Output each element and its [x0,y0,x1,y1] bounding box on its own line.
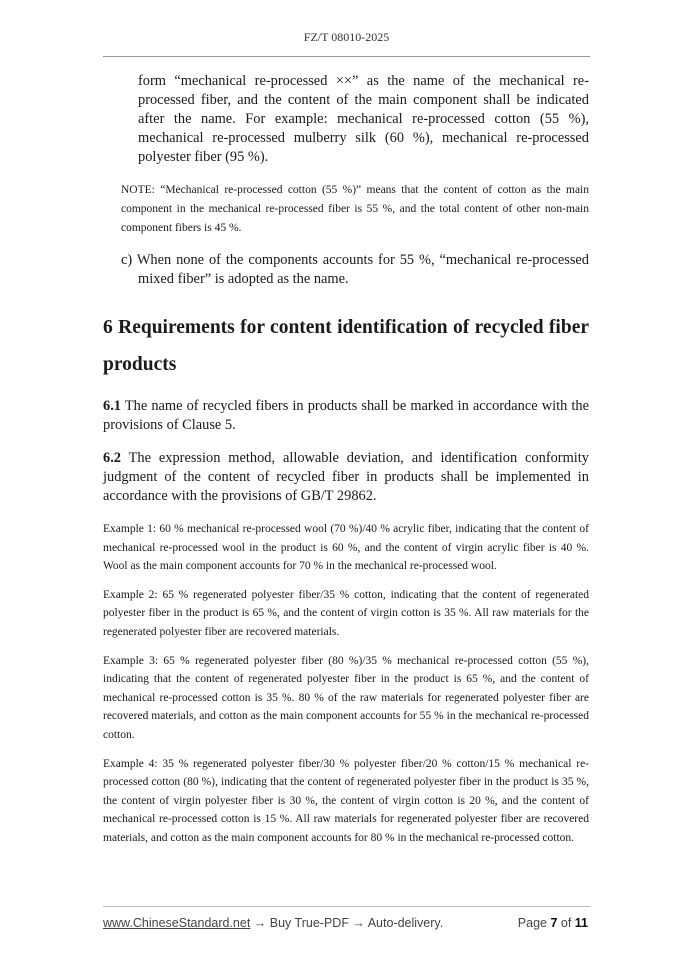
section-6-heading: 6 Requirements for content identification of recycled fiber products [103,317,589,375]
header-divider [103,56,590,57]
example-1: Example 1: 60 % mechanical re-processed wool (70 %)/40 % acrylic fiber, indicating that the content of mechanical re-processed wool in the product is 60 %, and the content of virgin acrylic fiber is 40 %. Wool as the main component accounts for 70 % in the mechanical re-processed wool. [103,523,589,573]
total-pages: 11 [574,916,588,930]
page-number [518,916,588,930]
clause-6-1-number: 6.1 [103,398,121,414]
footer-divider [103,906,590,907]
clause-6-1 [103,397,589,435]
arrow-right-icon: → [348,916,368,930]
example-4: Example 4: 35 % regenerated polyester fiber/30 % polyester fiber/20 % cotton/15 % mechanical re-processed cotton (80 %), indicating that the content of regenerated polyester fiber in the product is 35 %, the content of virgin polyester fiber is 30 %, the content of virgin cotton is 20 %, and the content of mechanical re-processed cotton is 15 %. All raw materials for regenerated polyester fiber are recovered materials, and cotton as the main component accounts for 80 % in the mechanical re-processed cotton. [103,757,589,844]
current-page: 7 [550,916,558,930]
clause-6-2-text: The expression method, allowable deviation, and identification conformity judgment of the content of recycled fiber in products shall be implemented in accordance with the provisions of GB/T 29862. [103,450,589,504]
example-2: Example 2: 65 % regenerated polyester fiber/35 % cotton, indicating that the content of regenerated polyester fiber in the product is 65 %, and the content of virgin cotton is 35 %. All raw materials for the regenerated polyester fiber are recovered materials. [103,588,589,638]
page-header: FZ/T 08010-2025 [303,30,390,44]
of-label: of [557,916,575,930]
clause-6-2 [103,449,589,506]
clause-5-c: c) When none of the components accounts for 55 %, “mechanical re-processed mixed fiber” is adopted as the name. [121,252,589,287]
arrow-right-icon: → [250,916,270,930]
clause-6-2-number: 6.2 [103,450,121,466]
page-label: Page [517,916,551,930]
page-content [103,72,589,848]
site-link[interactable]: www.ChineseStandard.net [103,916,251,930]
buy-true-pdf-text: Buy True-PDF [269,916,349,930]
note-paragraph: NOTE: “Mechanical re-processed cotton (55 %)” means that the content of cotton as the main component in the mechanical re-processed fiber is 55 %, and the total content of other non-main component fibers is 45 %. [121,184,589,234]
clause-5-b-continuation: form “mechanical re-processed ××” as the name of the mechanical re-processed fiber, and the content of the main component shall be indicated after the name. For example: mechanical re-processed cotton (55 %), mechanical re-processed mulberry silk (60 %), mechanical re-processed polyester fiber (95 %). [138,73,589,165]
example-3: Example 3: 65 % regenerated polyester fiber (80 %)/35 % mechanical re-processed cotton (55 %), indicating that the content of regenerated polyester fiber in the product is 65 %, and the content of mechanical re-processed cotton is 35 %. 80 % of the raw materials for regenerated polyester fiber are recovered materials, and cotton as the main component accounts for 55 % in the mechanical re-processed cotton. [103,654,589,741]
footer-promo [103,916,443,930]
clause-6-1-text: The name of recycled fibers in products shall be marked in accordance with the provisions of Clause 5. [103,398,589,433]
auto-delivery-text: Auto-delivery. [367,916,444,930]
